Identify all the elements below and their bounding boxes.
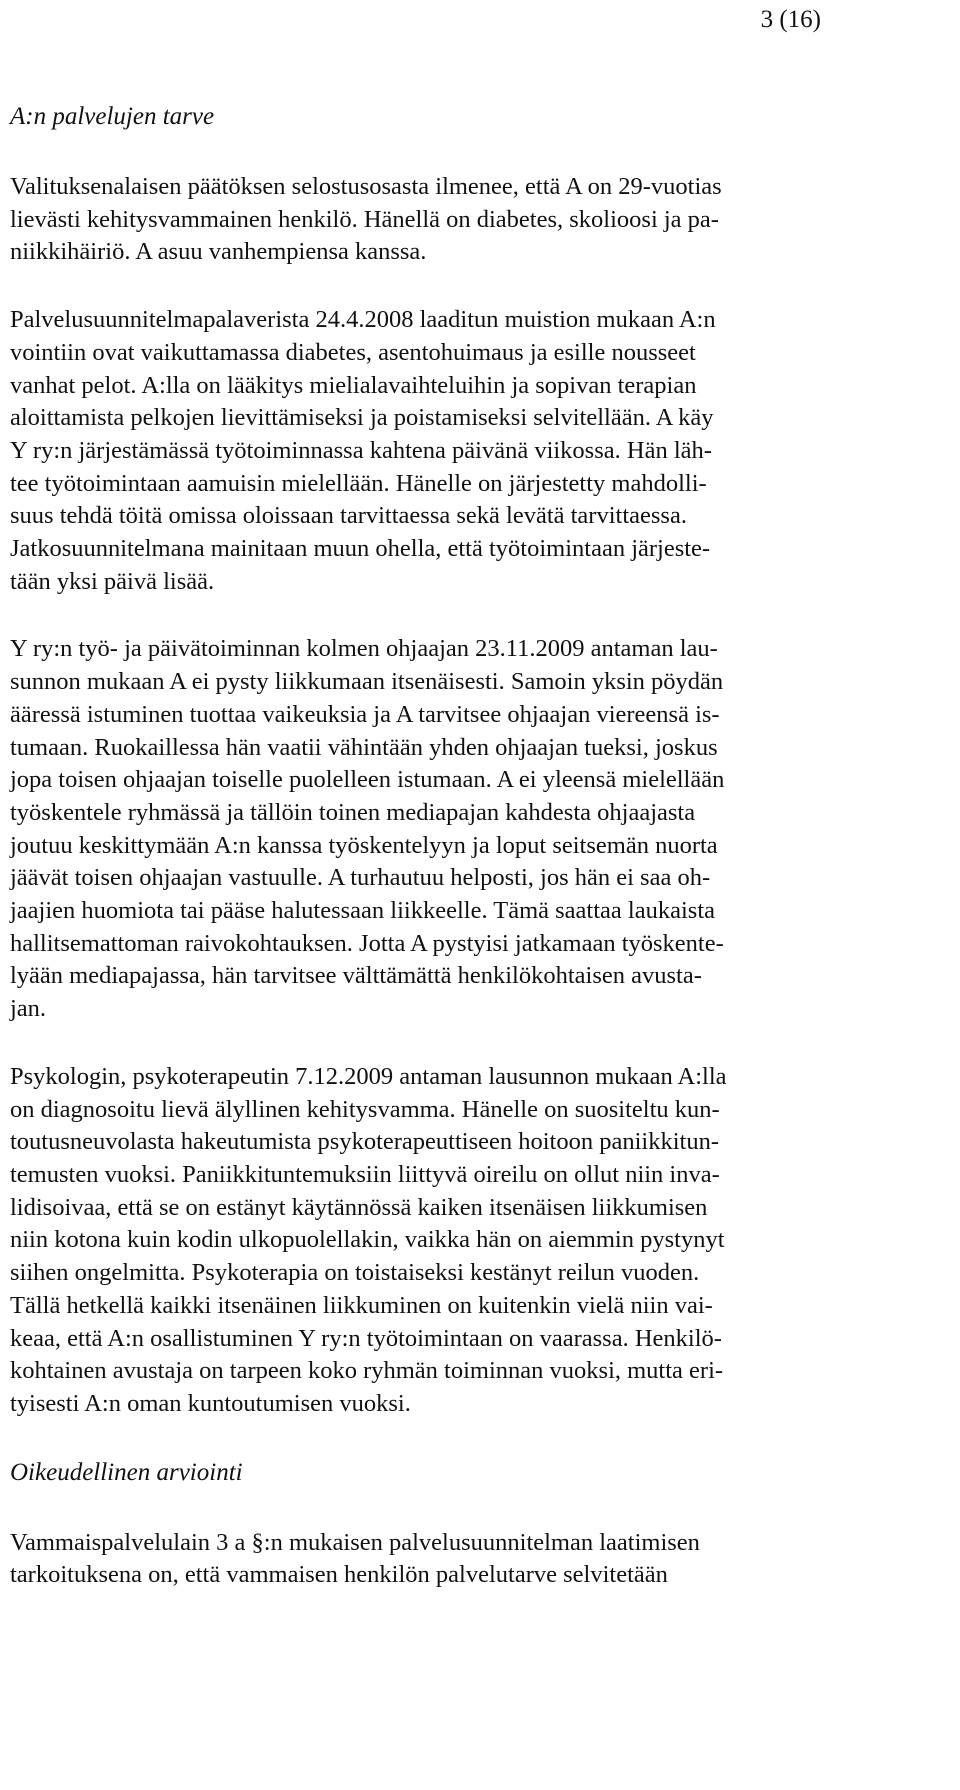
text-line: Y ry:n järjestämässä työtoiminnassa kahtena päivänä viikossa. Hän läh- [10, 436, 712, 464]
text-line: lievästi kehitysvammainen henkilö. Hänellä on diabetes, skolioosi ja pa- [10, 205, 719, 233]
text-line: tään yksi päivä lisää. [10, 567, 215, 595]
text-line: joutuu keskittymään A:n kanssa työskentelyyn ja loput seitsemän nuorta [10, 831, 718, 859]
page-number: 3 (16) [760, 6, 821, 33]
text-line: temusten vuoksi. Paniikkituntemuksiin liittyvä oireilu on ollut niin inva- [10, 1160, 720, 1188]
text-line: suus tehdä töitä omissa oloissaan tarvittaessa sekä levätä tarvittaessa. [10, 502, 687, 530]
text-line: aloittamista pelkojen lievittämiseksi ja poistamiseksi selvitellään. A käy [10, 404, 714, 432]
text-line: ääressä istuminen tuottaa vaikeuksia ja A tarvitsee ohjaajan viereensä is- [10, 700, 720, 728]
section-heading-service-needs: A:n palvelujen tarve [10, 103, 215, 130]
paragraph [10, 171, 940, 269]
text-line: työskentele ryhmässä ja tällöin toinen mediapajan kahdesta ohjaajasta [10, 798, 696, 826]
paragraph [10, 1061, 940, 1421]
text-line: toutusneuvolasta hakeutumista psykoterapeuttiseen hoitoon paniikkitun- [10, 1128, 720, 1156]
text-line: Psykologin, psykoterapeutin 7.12.2009 antaman lausunnon mukaan A:lla [10, 1062, 727, 1090]
text-line: jopa toisen ohjaajan toiselle puolelleen istumaan. A ei yleensä mielellään [10, 766, 725, 794]
text-line: tyisesti A:n oman kuntoutumisen vuoksi. [10, 1389, 411, 1417]
paragraph [10, 1527, 940, 1592]
text-line: Vammaispalvelulain 3 a §:n mukaisen palvelusuunnitelman laatimisen [10, 1528, 700, 1556]
paragraph [10, 304, 940, 598]
text-line: niin kotona kuin kodin ulkopuolellakin, vaikka hän on aiemmin pystynyt [10, 1226, 725, 1254]
paragraph [10, 633, 940, 1025]
text-line: vanhat pelot. A:lla on lääkitys mielialavaihteluihin ja sopivan terapian [10, 371, 697, 399]
text-line: Y ry:n työ- ja päivätoiminnan kolmen ohjaajan 23.11.2009 antaman lau- [10, 635, 718, 663]
text-line: jaajien huomiota tai pääse halutessaan liikkeelle. Tämä saattaa laukaista [10, 897, 715, 925]
text-line: Jatkosuunnitelmana mainitaan muun ohella, että työtoimintaan järjeste- [10, 535, 711, 563]
section-heading-legal-assessment: Oikeudellinen arviointi [10, 1458, 243, 1486]
text-line: sunnon mukaan A ei pysty liikkumaan itsenäisesti. Samoin yksin pöydän [10, 668, 724, 696]
text-line: keaa, että A:n osallistuminen Y ry:n työtoimintaan on vaarassa. Henkilö- [10, 1324, 722, 1352]
text-line: on diagnosoitu lievä älyllinen kehitysvamma. Hänelle on suositeltu kun- [10, 1095, 720, 1123]
text-line: lyään mediapajassa, hän tarvitsee välttämättä henkilökohtaisen avusta- [10, 962, 702, 990]
text-line: kohtainen avustaja on tarpeen koko ryhmän toiminnan vuoksi, mutta eri- [10, 1357, 724, 1385]
text-line: Valituksenalaisen päätöksen selostusosasta ilmenee, että A on 29-vuotias [10, 173, 722, 200]
text-line: jäävät toisen ohjaajan vastuulle. A turhautuu helposti, jos hän ei saa oh- [10, 864, 711, 892]
text-line: tarkoituksena on, että vammaisen henkilön palvelutarve selvitetään [10, 1561, 668, 1589]
text-line: tumaan. Ruokaillessa hän vaatii vähintään yhden ohjaajan tueksi, joskus [10, 733, 718, 761]
document-body [10, 100, 940, 1627]
text-line: lidisoivaa, että se on estänyt käytännössä kaiken itsenäisen liikkumisen [10, 1193, 708, 1221]
text-line: niikkihäiriö. A asuu vanhempiensa kanssa. [10, 238, 427, 266]
text-line: Tällä hetkellä kaikki itsenäinen liikkuminen on kuitenkin vielä niin vai- [10, 1291, 713, 1319]
text-line: Palvelusuunnitelmapalaverista 24.4.2008 laaditun muistion mukaan A:n [10, 306, 716, 334]
text-line: tee työtoimintaan aamuisin mielellään. Hänelle on järjestetty mahdolli- [10, 469, 707, 497]
text-line: hallitsemattoman raivokohtauksen. Jotta A pystyisi jatkamaan työskente- [10, 929, 724, 957]
text-line: siihen ongelmitta. Psykoterapia on toistaiseksi kestänyt reilun vuoden. [10, 1259, 700, 1287]
text-line: vointiin ovat vaikuttamassa diabetes, asentohuimaus ja esille nousseet [10, 338, 696, 366]
text-line: jan. [10, 995, 47, 1023]
